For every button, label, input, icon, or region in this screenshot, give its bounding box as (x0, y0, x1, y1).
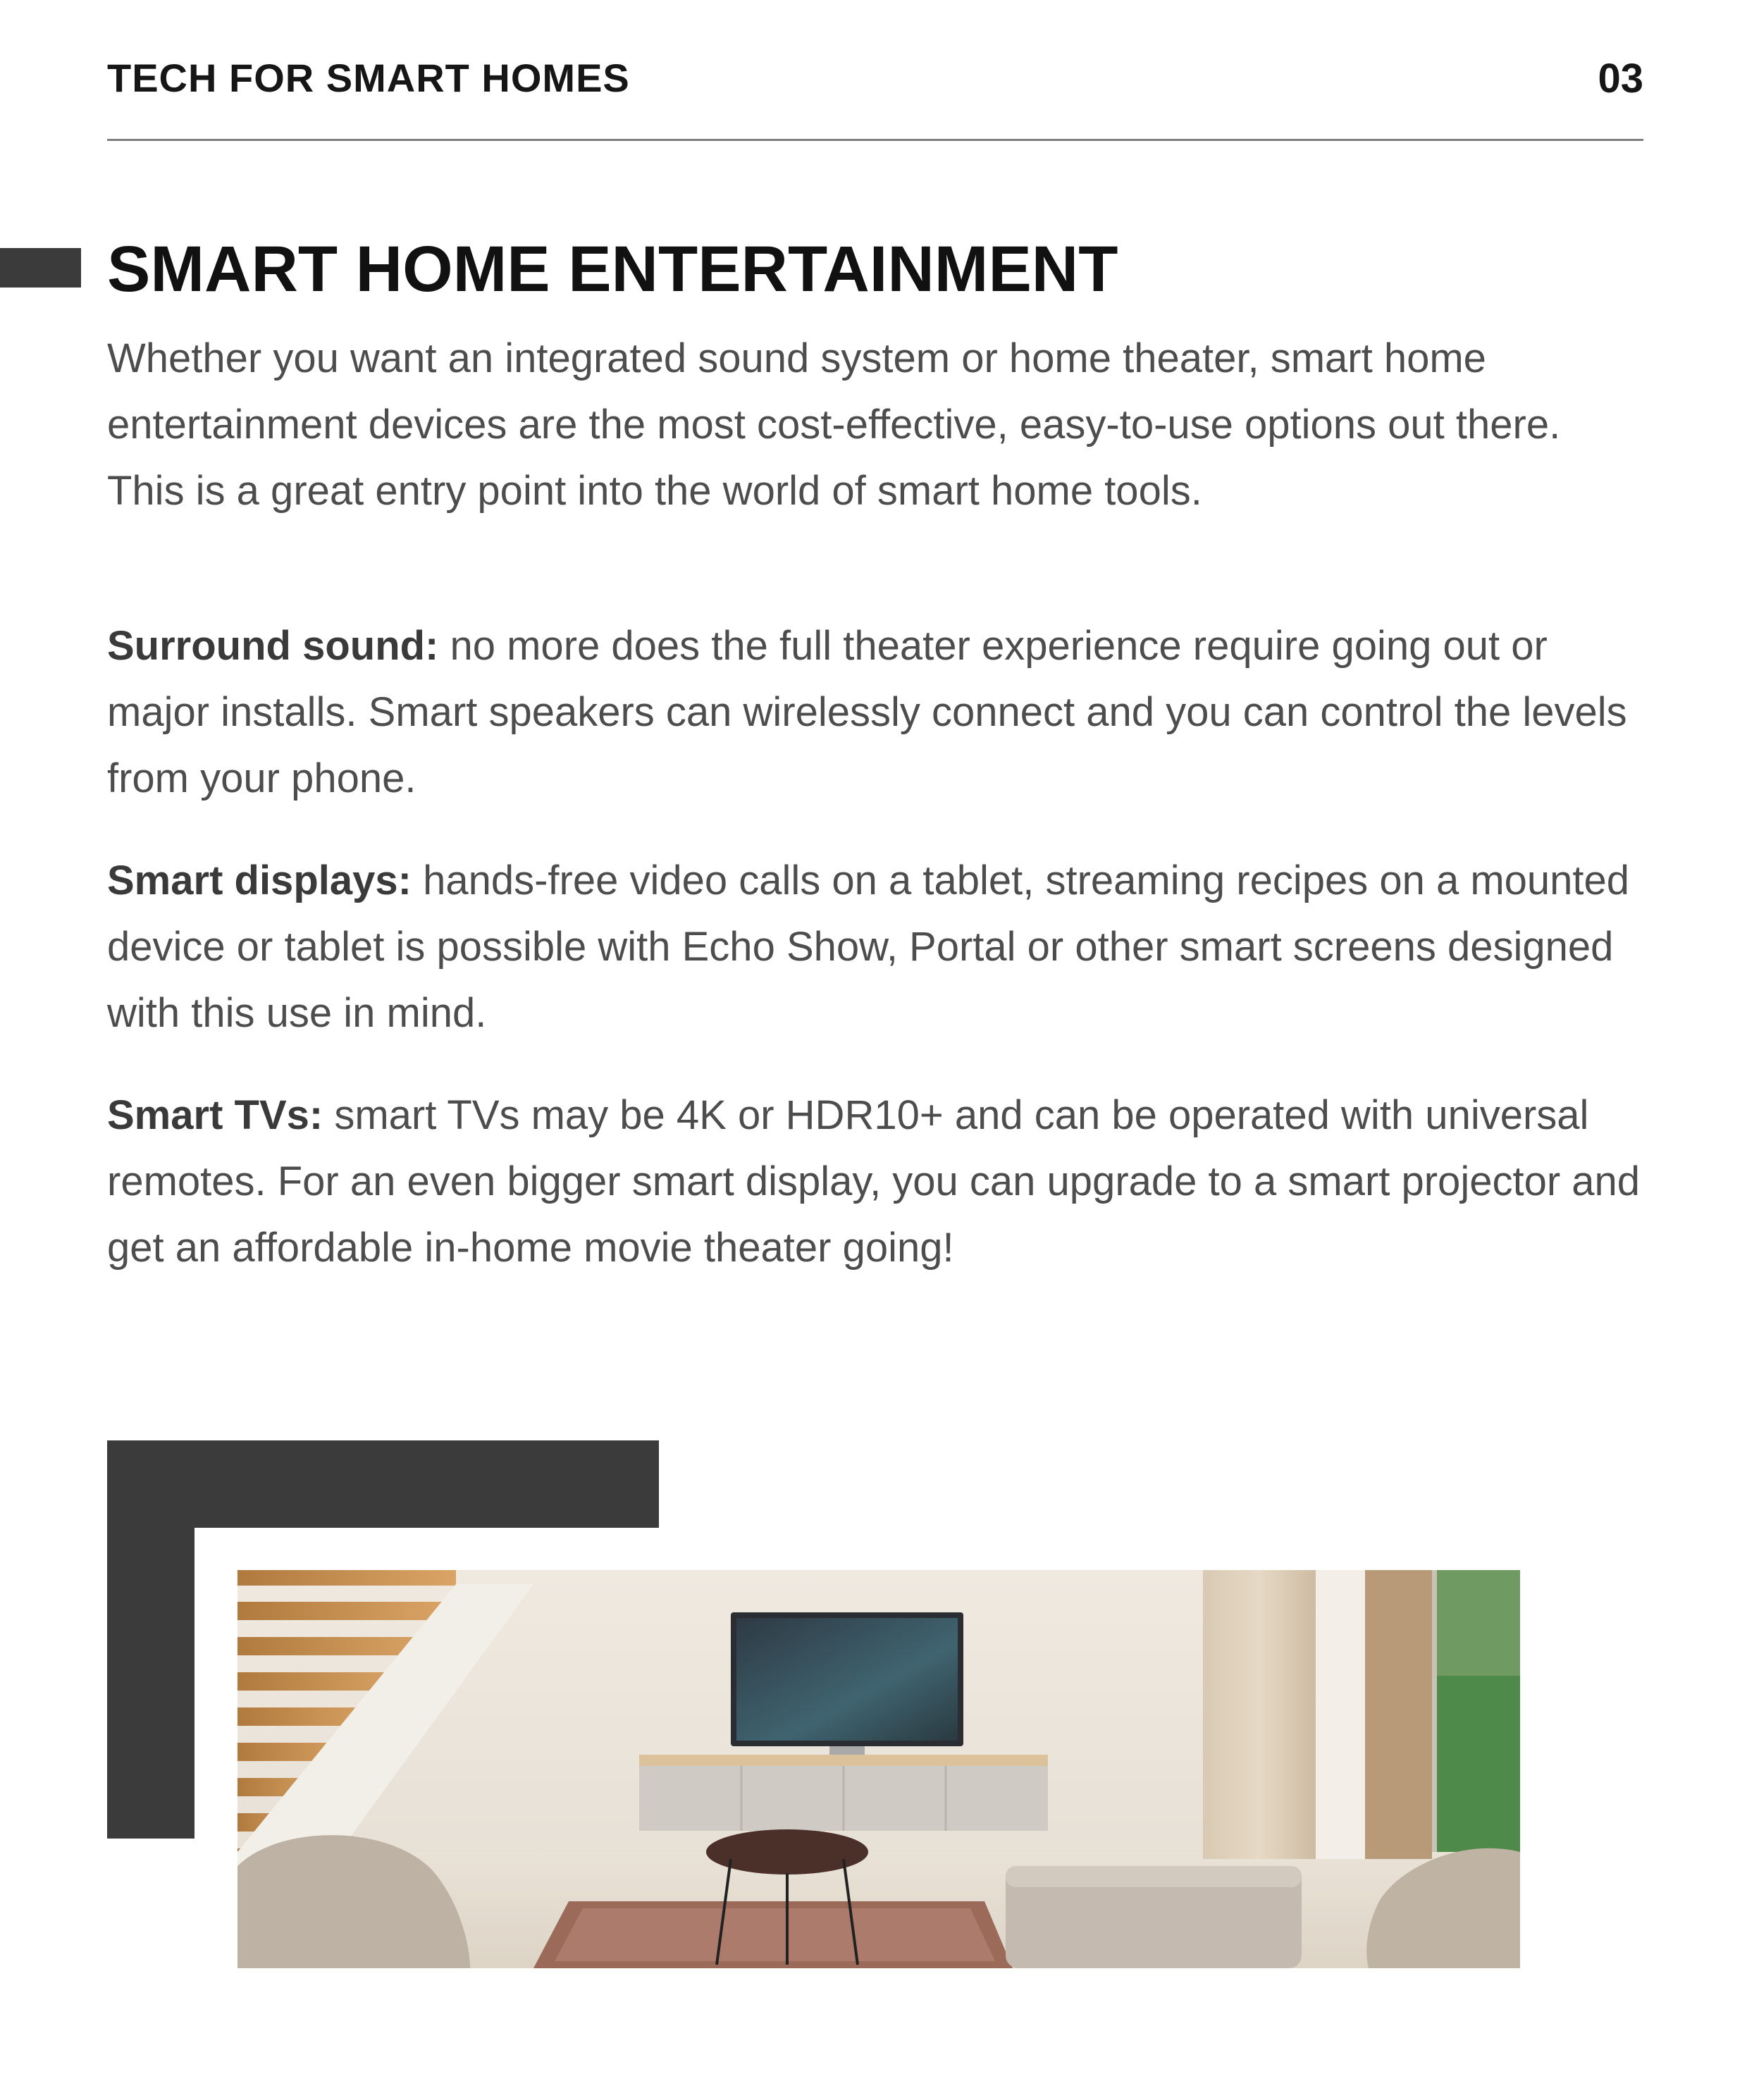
item-text: smart TVs may be 4K or HDR10+ and can be operated with universal remotes. For an even bigger smart display, you can upgrade to a smart projector and get an affordable in-home movie theater going! (107, 1092, 1641, 1271)
side-curtain (1365, 1570, 1432, 1859)
item-label: Surround sound: (107, 623, 439, 669)
item-smart-tvs (107, 1082, 1643, 1281)
decorative-frame-left (107, 1440, 195, 1839)
header-title: TECH FOR SMART HOMES (107, 56, 630, 100)
page-number: 03 (1598, 56, 1643, 101)
header-divider (107, 139, 1643, 141)
item-text: no more does the full theater experience require going out or major installs. Smart speakers can wirelessly connect and you can control the levels from your phone. (107, 623, 1627, 801)
item-smart-displays (107, 848, 1643, 1046)
page-header (107, 55, 1643, 101)
tv-cabinet (639, 1755, 1048, 1766)
section-title: SMART HOME ENTERTAINMENT (107, 233, 1118, 305)
item-text: hands-free video calls on a tablet, streaming recipes on a mounted device or tablet is possible with Echo Show, Portal or other smart screens designed with this use in mind. (107, 858, 1630, 1036)
item-label: Smart displays: (107, 858, 412, 903)
item-label: Smart TVs: (107, 1092, 323, 1138)
intro-paragraph: Whether you want an integrated sound system or home theater, smart home entertainment devices are the most cost-effective, easy-to-use options out there. This is a great entry point into the world of smart home tools. (107, 335, 1561, 514)
section-title-marker (0, 248, 81, 288)
item-surround-sound (107, 613, 1643, 812)
curtain (1203, 1570, 1316, 1859)
living-room-photo (237, 1570, 1520, 1968)
